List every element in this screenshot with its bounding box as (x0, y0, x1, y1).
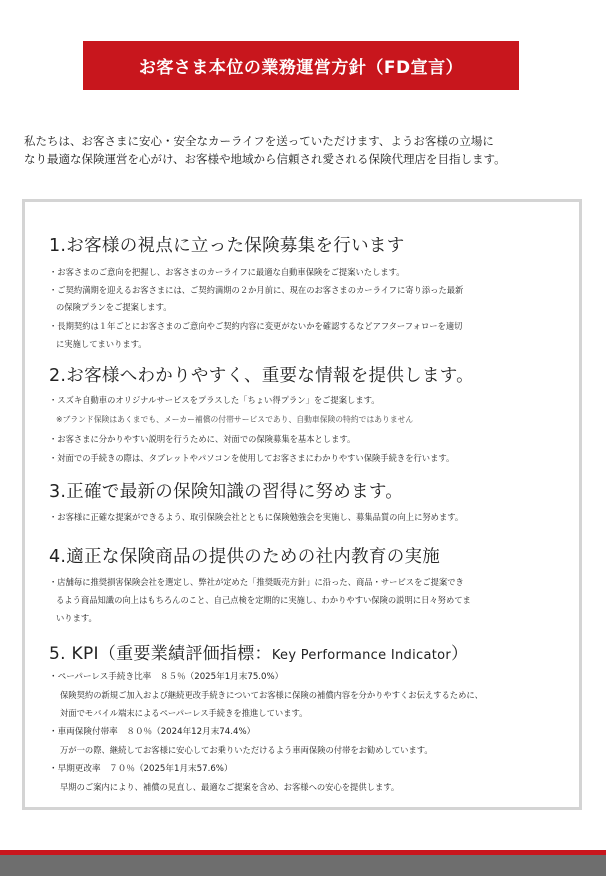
section-2-line: ・スズキ自動車のオリジナルサービスをプラスした「ちょい得プラン」をご提案します。 (49, 395, 380, 405)
kpi-item-early-renewal: ・早期更改率 ７０％（2025年1月末57.6%） (49, 764, 233, 774)
section-1-heading: 1.お客様の視点に立った保険募集を行います (49, 236, 405, 256)
kpi-heading-prefix: 5. KPI（重要業績評価指標： (49, 644, 272, 664)
section-1-line: に実施してまいります。 (56, 339, 147, 349)
section-4-line: るよう商品知識の向上はもちろんのこと、自己点検を定期的に実施し、わかりやすい保険の説明に日々努めてま (56, 595, 471, 605)
page-title-banner (83, 41, 519, 90)
section-2-note: ※ブランド保険はあくまでも、メーカー補償の付帯サービスであり、自動車保険の特約ではありません (56, 415, 414, 424)
section-2-heading: 2.お客様へわかりやすく、重要な情報を提供します。 (49, 366, 474, 386)
section-4-line: ・店舗毎に推奨損害保険会社を選定し、弊社が定めた「推奨販売方針」に沿った、商品・サービスをご提案でき (49, 577, 464, 587)
kpi-heading-suffix: ） (451, 644, 469, 664)
kpi-item-vehicle-insurance: ・車両保険付帯率 ８０％（2024年12月末74.4%） (49, 727, 256, 737)
section-1-line: ・ご契約満期を迎えるお客さまには、ご契約満期の２か月前に、現在のお客さまのカーライフに寄り添った最新 (49, 285, 464, 295)
section-1-line: の保険プランをご提案します。 (56, 302, 172, 312)
section-2-line: ・対面での手続きの際は、タブレットやパソコンを使用してお客さまにわかりやすい保険手続きを行います。 (49, 453, 455, 463)
kpi-item-desc: 対面でモバイル端末によるペーパーレス手続きを推進しています。 (60, 708, 308, 718)
intro-line: 私たちは、お客さまに安心・安全なカーライフを送っていただけます、ようお客様の立場に (24, 134, 494, 148)
section-4-line: いります。 (56, 613, 97, 623)
intro-line: なり最適な保険運営を心がけ、お客様や地域から信頼され愛される保険代理店を目指します。 (24, 152, 506, 166)
footer-band (0, 850, 606, 876)
kpi-heading-en: Key Performance Indicator (271, 648, 452, 663)
section-4-heading: 4.適正な保険商品の提供のための社内教育の実施 (49, 547, 441, 567)
section-1-line: ・お客さまのご意向を把握し、お客さまのカーライフに最適な自動車保険をご提案いたします。 (49, 267, 405, 277)
section-1-line: ・長期契約は１年ごとにお客さまのご意向やご契約内容に変更がないかを確認するなどアフターフォローを適切 (49, 321, 463, 331)
kpi-item-paperless: ・ペーパーレス手続き比率 ８５％（2025年1月末75.0%） (49, 672, 284, 682)
section-3-line: ・お客様に正確な提案ができるよう、取引保険会社とともに保険勉強会を実施し、募集品質の向上に努めます。 (49, 512, 464, 522)
policy-panel (22, 199, 582, 810)
kpi-heading (49, 639, 468, 664)
section-3-heading: 3.正確で最新の保険知識の習得に努めます。 (49, 482, 404, 502)
page-title: お客さま本位の業務運営方針（FD宣言） (138, 58, 464, 78)
section-2-line: ・お客さまに分かりやすい説明を行うために、対面での保険募集を基本とします。 (49, 434, 356, 444)
kpi-item-desc: 万が一の際、継続してお客様に安心してお乗りいただけるよう車両保険の付帯をお勧めしています。 (60, 745, 433, 755)
intro-text (24, 132, 584, 168)
kpi-item-desc: 保険契約の新規ご加入および継続更改手続きについてお客様に保険の補償内容を分かりやすくお伝えするために、 (60, 690, 483, 700)
kpi-item-desc: 早期のご案内により、補償の見直し、最適なご提案を含め、お客様への安心を提供します。 (60, 782, 400, 792)
